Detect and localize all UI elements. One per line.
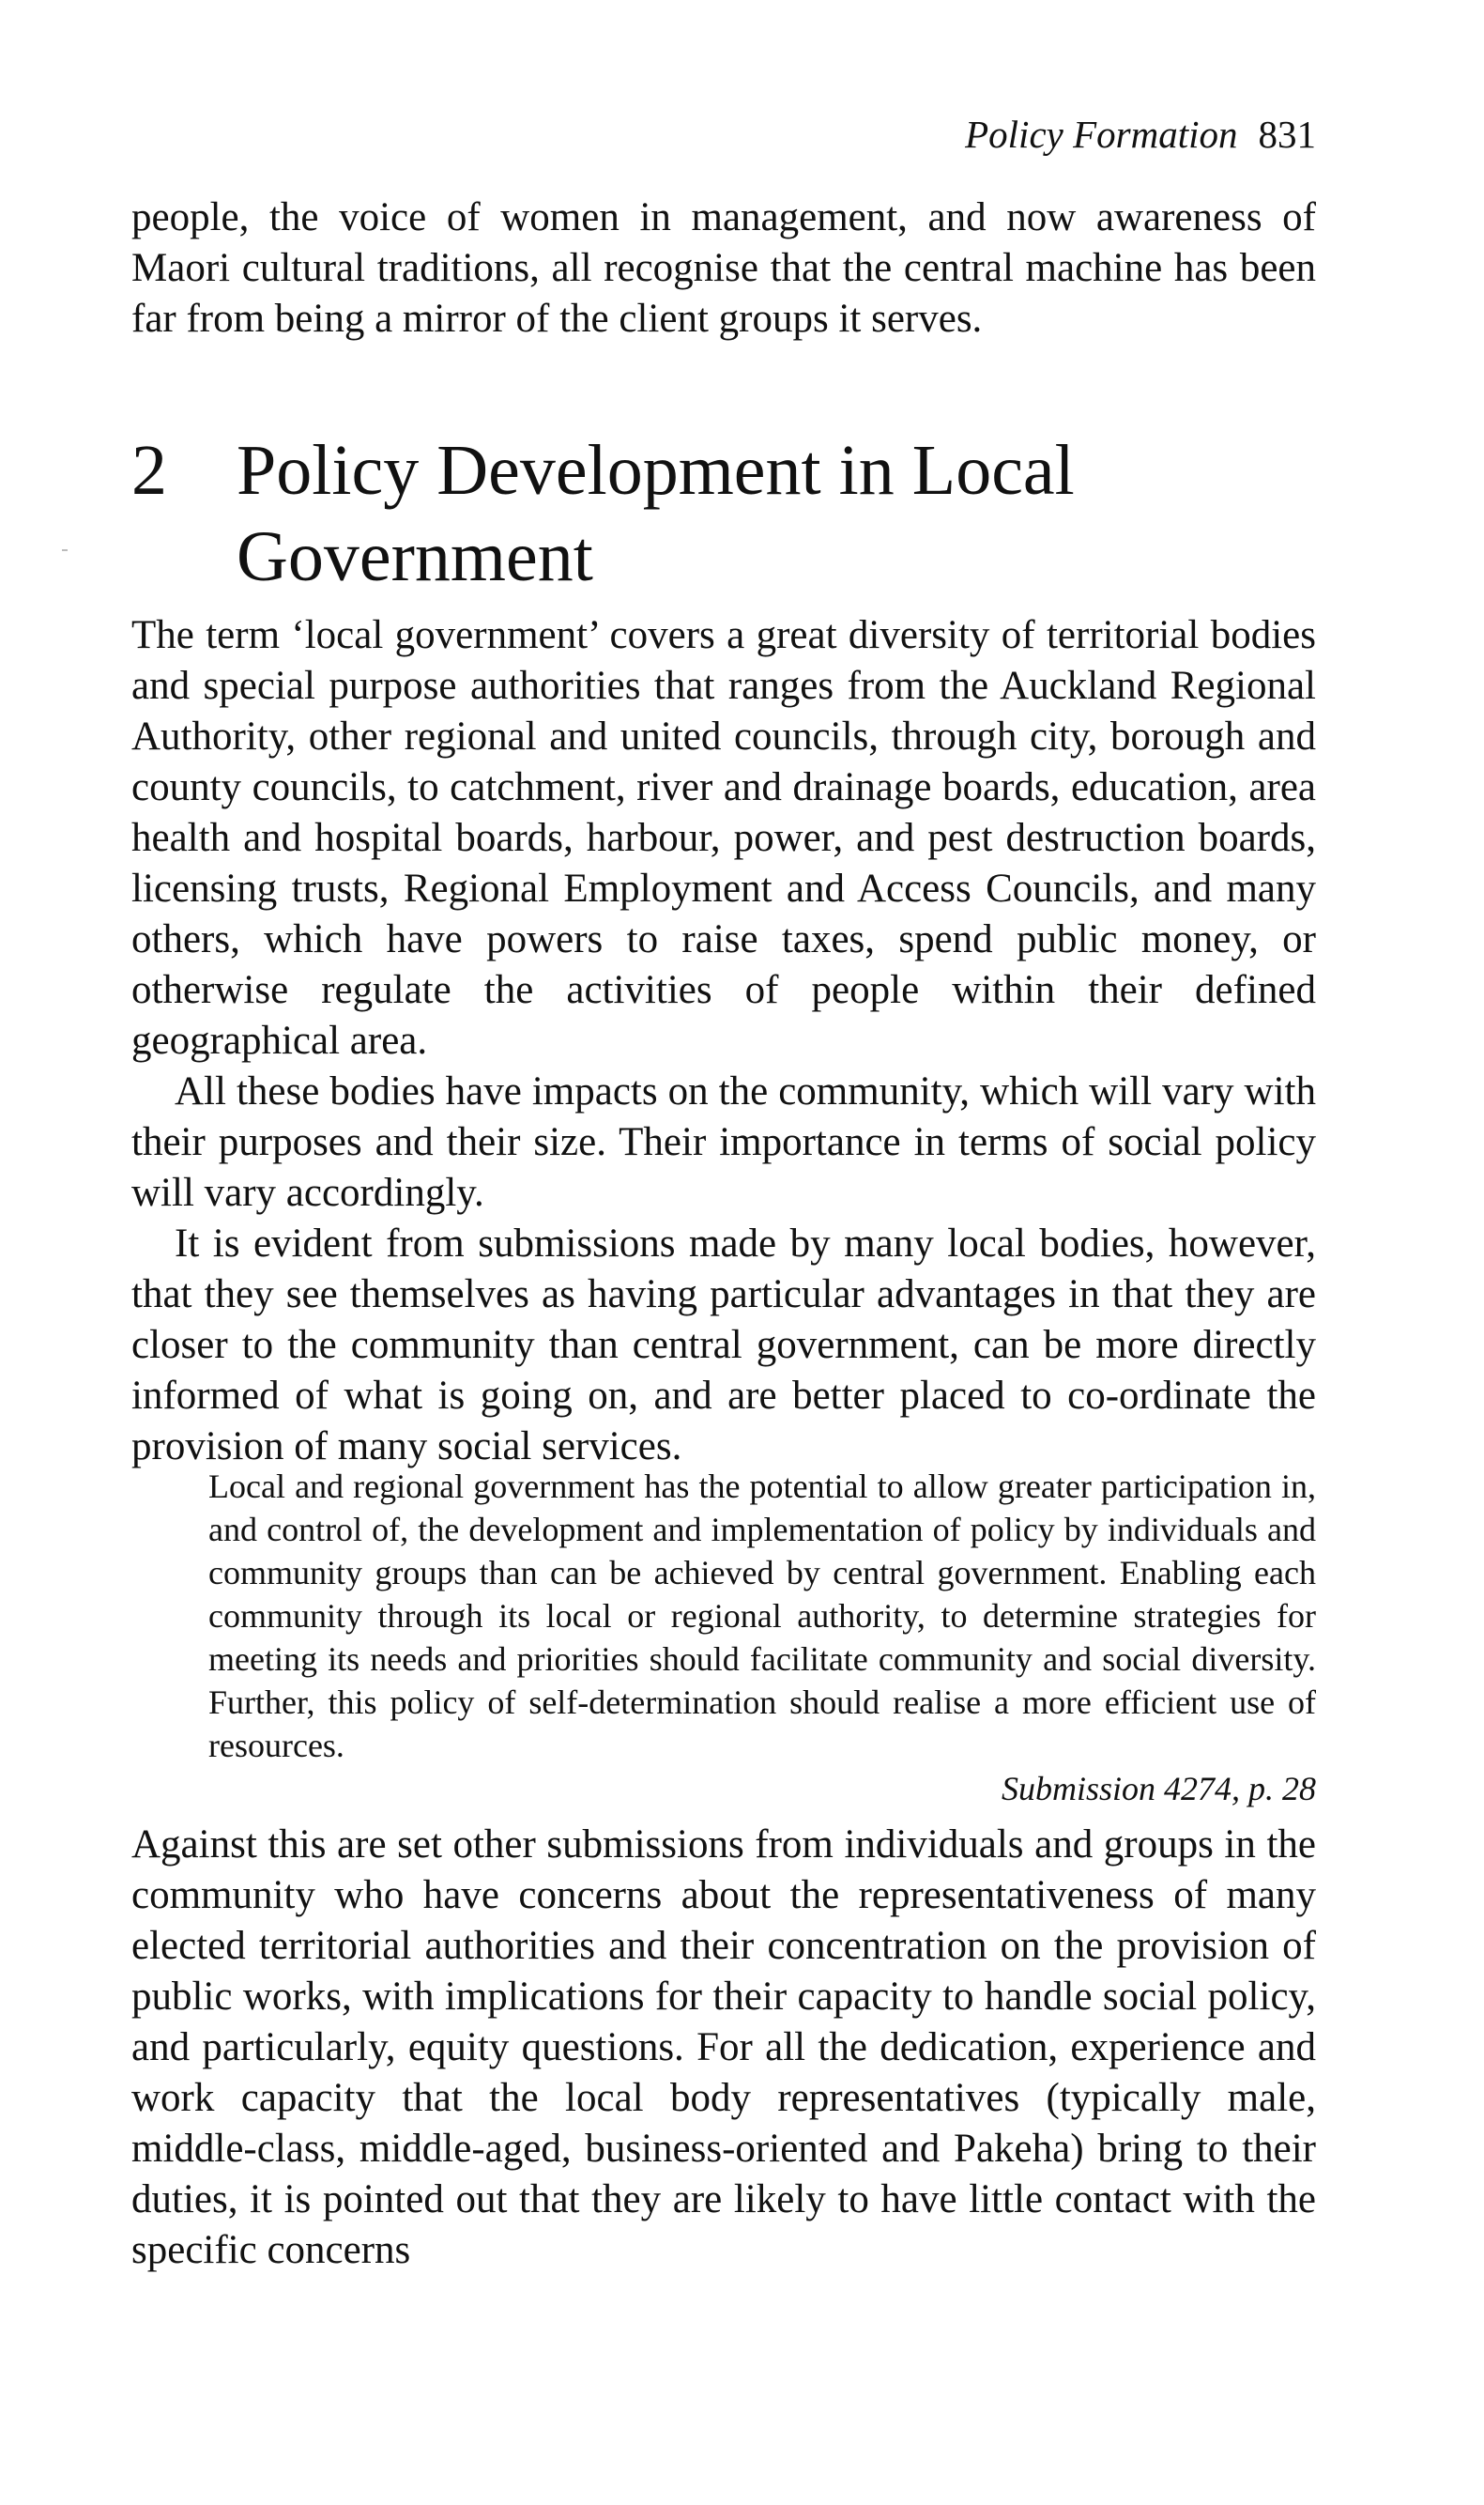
running-head-title: Policy Formation: [965, 113, 1238, 156]
running-head: [131, 111, 1316, 158]
closing-paragraph: Against this are set other submissions from individuals and groups in the community who have concerns about the representativeness of many elected territorial authorities and their concentration on the provision of public works, with implications for their capacity to handle social policy, and particularly, equity questions. For all the dedication, experience and work capacity that the local body representatives (typically male, middle-class, middle-aged, business-oriented and Pakeha) bring to their duties, it is pointed out that they are likely to have little contact with the specific concerns: [131, 1822, 1316, 2272]
section-heading: [131, 427, 1316, 600]
margin-mark: [62, 549, 68, 551]
paragraph-3: It is evident from submissions made by many local bodies, however, that they see themselves as having particular advantages in that they are closer to the community than central government, can be more directly informed of what is going on, and are better placed to co-ordinate the provision of many social services.: [131, 1222, 1316, 1468]
page-number: 831: [1258, 113, 1316, 156]
quote-text: Local and regional government has the potential to allow greater participation in, and control of, the development and implementation of policy by individuals and community groups than can be achieved by central government. Enabling each community through its local or regional authority, to determine strategies for meeting its needs and priorities should facilitate community and social diversity. Further, this policy of self-determination should realise a more efficient use of resources.: [208, 1468, 1316, 1764]
section-body: [131, 610, 1316, 1472]
continuation-paragraph: people, the voice of women in management, and now awareness of Maori cultural traditions, all recognise that the central machine has been far from being a mirror of the client groups it serves.: [131, 195, 1316, 341]
closing-block: [131, 1820, 1316, 2276]
paragraph-2: All these bodies have impacts on the community, which will vary with their purposes and their size. Their importance in terms of social policy will vary accordingly.: [131, 1069, 1316, 1215]
section-title: Policy Development in Local Government: [237, 431, 1075, 596]
continuation-block: [131, 192, 1316, 345]
quote-source: Submission 4274, p. 28: [1001, 1770, 1316, 1807]
paragraph-1: The term ‘local government’ covers a great diversity of territorial bodies and special purpose authorities that ranges from the Auckland Regional Authority, other regional and united councils, through city, borough and county councils, to catchment, river and drainage boards, education, area health and hospital boards, harbour, power, and pest destruction boards, licensing trusts, Regional Employment and Access Councils, and many others, which have powers to raise taxes, spend public money, or otherwise regulate the activities of people within their defined geographical area.: [131, 613, 1316, 1063]
block-quote: [208, 1465, 1316, 1810]
section-number: 2: [131, 431, 167, 510]
